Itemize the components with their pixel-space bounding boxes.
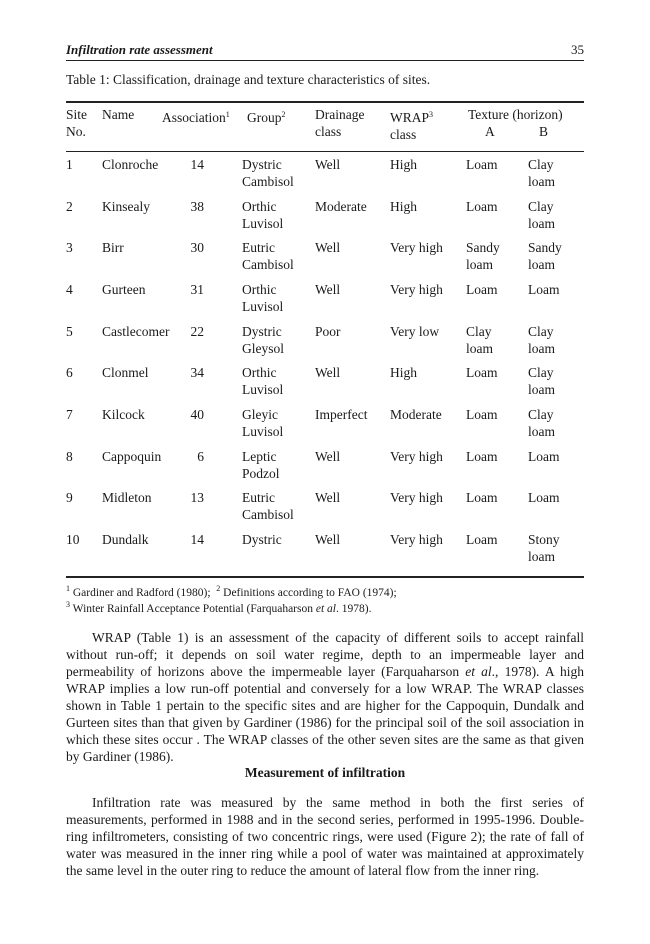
site-number: 10 [66,532,80,547]
texture-b: Sandy loam [528,240,562,272]
soil-group: Leptic Podzol [242,449,280,481]
site-number: 7 [66,407,73,422]
soil-group: Dystric Cambisol [242,157,294,189]
drainage-class: Well [315,490,341,505]
site-name: Kinsealy [102,199,150,214]
texture-b: Loam [528,449,560,464]
table-row [66,364,584,404]
table-row [66,448,584,488]
page-number: 35 [571,42,584,57]
soil-group: Orthic Luvisol [242,199,284,231]
association-number: 31 [190,282,204,297]
wrap-class: Very high [390,532,443,547]
table-row [66,239,584,279]
site-name: Birr [102,240,124,255]
drainage-class: Well [315,157,341,172]
association-number: 14 [190,157,204,172]
texture-a: Loam [466,199,498,214]
drainage-class: Well [315,365,341,380]
table-row [66,489,584,529]
texture-b: Clay loam [528,324,555,356]
soil-group: Dystric Gleysol [242,324,284,356]
wrap-class: Very low [390,324,440,339]
table-caption: Table 1: Classification, drainage and texture characteristics of sites. [66,72,431,87]
texture-b: Stony loam [528,532,560,564]
site-name: Dundalk [102,532,149,547]
texture-b: Loam [528,490,560,505]
association-number: 13 [190,490,204,505]
header-texture-a: A [485,124,495,139]
association-number: 38 [190,199,204,214]
texture-b: Loam [528,282,560,297]
association-number: 6 [197,449,204,464]
texture-a: Loam [466,157,498,172]
site-name: Castlecomer [102,324,170,339]
association-number: 40 [190,407,204,422]
wrap-class: Moderate [390,407,442,422]
soil-group: Dystric [242,532,282,547]
drainage-class: Well [315,282,341,297]
soil-group: Eutric Cambisol [242,490,294,522]
soil-group: Gleyic Luvisol [242,407,284,439]
texture-b: Clay loam [528,407,555,439]
table-row [66,531,584,571]
site-name: Cappoquin [102,449,162,464]
section-heading: Measurement of infiltration [244,765,406,780]
soil-group: Eutric Cambisol [242,240,294,272]
table-row [66,156,584,196]
association-number: 14 [190,532,204,547]
texture-b: Clay loam [528,365,555,397]
site-number: 3 [66,240,73,255]
site-name: Midleton [102,490,152,505]
drainage-class: Moderate [315,199,367,214]
site-name: Clonmel [102,365,149,380]
texture-b: Clay loam [528,199,555,231]
footnote-1: $^1$ Gardiner and Radford (1980); $^2$ Definitions according to FAO (1974); [66,584,397,599]
texture-a: Sandy loam [466,240,500,272]
running-head [66,42,584,61]
drainage-class: Well [315,532,341,547]
header-group: Group$^2$ [247,110,286,125]
wrap-class: High [390,365,417,380]
texture-a: Loam [466,407,498,422]
table-top-rule [66,101,584,103]
wrap-class: Very high [390,449,443,464]
site-name: Gurteen [102,282,146,297]
table-row [66,323,584,363]
site-number: 8 [66,449,73,464]
table-row [66,406,584,446]
soil-group: Orthic Luvisol [242,365,284,397]
wrap-class: Very high [390,490,443,505]
table-header-rule [66,151,584,152]
running-title: Infiltration rate assessment [66,42,213,57]
drainage-class: Well [315,240,341,255]
wrap-class: High [390,199,417,214]
site-name: Clonroche [102,157,159,172]
site-number: 9 [66,490,73,505]
texture-a: Loam [466,532,498,547]
paragraph-infiltration: Infiltration rate was measured by the same method in both the first series of measurements, performed in 1988 and in the second series, performed in 1995-1996. Double-ring infiltrometers, consisting of two concentric rings, were used (Figure 2); the rate of fall of water was measured in the inner ring while a pool of water was maintained at approximately the same level in the outer ring to reduce the amount of lateral flow from the inner ring. [66,795,584,878]
footnote-2: $^3$ Winter Rainfall Acceptance Potential (Farquaharson et al. 1978). [66,600,372,615]
site-number: 5 [66,324,73,339]
wrap-class: Very high [390,282,443,297]
association-number: 34 [190,365,204,380]
header-name: Name [102,107,135,122]
site-number: 1 [66,157,73,172]
texture-a: Clay loam [466,324,493,356]
texture-a: Loam [466,282,498,297]
association-number: 22 [190,324,204,339]
wrap-class: High [390,157,417,172]
header-texture: Texture (horizon) A B [468,107,563,139]
table-row [66,281,584,321]
association-number: 30 [190,240,204,255]
site-name: Kilcock [102,407,145,422]
header-wrap: WRAP$^3$ class [390,110,434,142]
texture-a: Loam [466,490,498,505]
drainage-class: Poor [315,324,341,339]
table-bottom-rule [66,576,584,578]
texture-a: Loam [466,449,498,464]
header-texture-b: B [539,124,549,139]
header-site: Site No. [66,107,88,139]
site-number: 4 [66,282,73,297]
texture-a: Loam [466,365,498,380]
header-association: Association$^1$ [162,110,230,125]
site-number: 6 [66,365,73,380]
soil-group: Orthic Luvisol [242,282,284,314]
table-row [66,198,584,238]
site-number: 2 [66,199,73,214]
drainage-class: Imperfect [315,407,368,422]
paragraph-wrap: WRAP (Table 1) is an assessment of the capacity of different soils to accept rainfall without run-off; it depends on soil water regime, depth to an impermeable layer and permeability of horizons above the impermeable layer (Farquaharson et al., 1978). A high WRAP implies a low run-off potential and conversely for a low WRAP. The WRAP classes shown in Table 1 pertain to the specific sites and are higher for the Cappoquin, Dundalk and Gurteen sites than that given by Gardiner (1986) for the principal soil of the soil association in which these sites occur . The WRAP classes of the other seven sites are the same as that given by Gardiner (1986). [66,630,584,764]
texture-b: Clay loam [528,157,555,189]
drainage-class: Well [315,449,341,464]
wrap-class: Very high [390,240,443,255]
header-drainage: Drainage class [315,107,365,139]
